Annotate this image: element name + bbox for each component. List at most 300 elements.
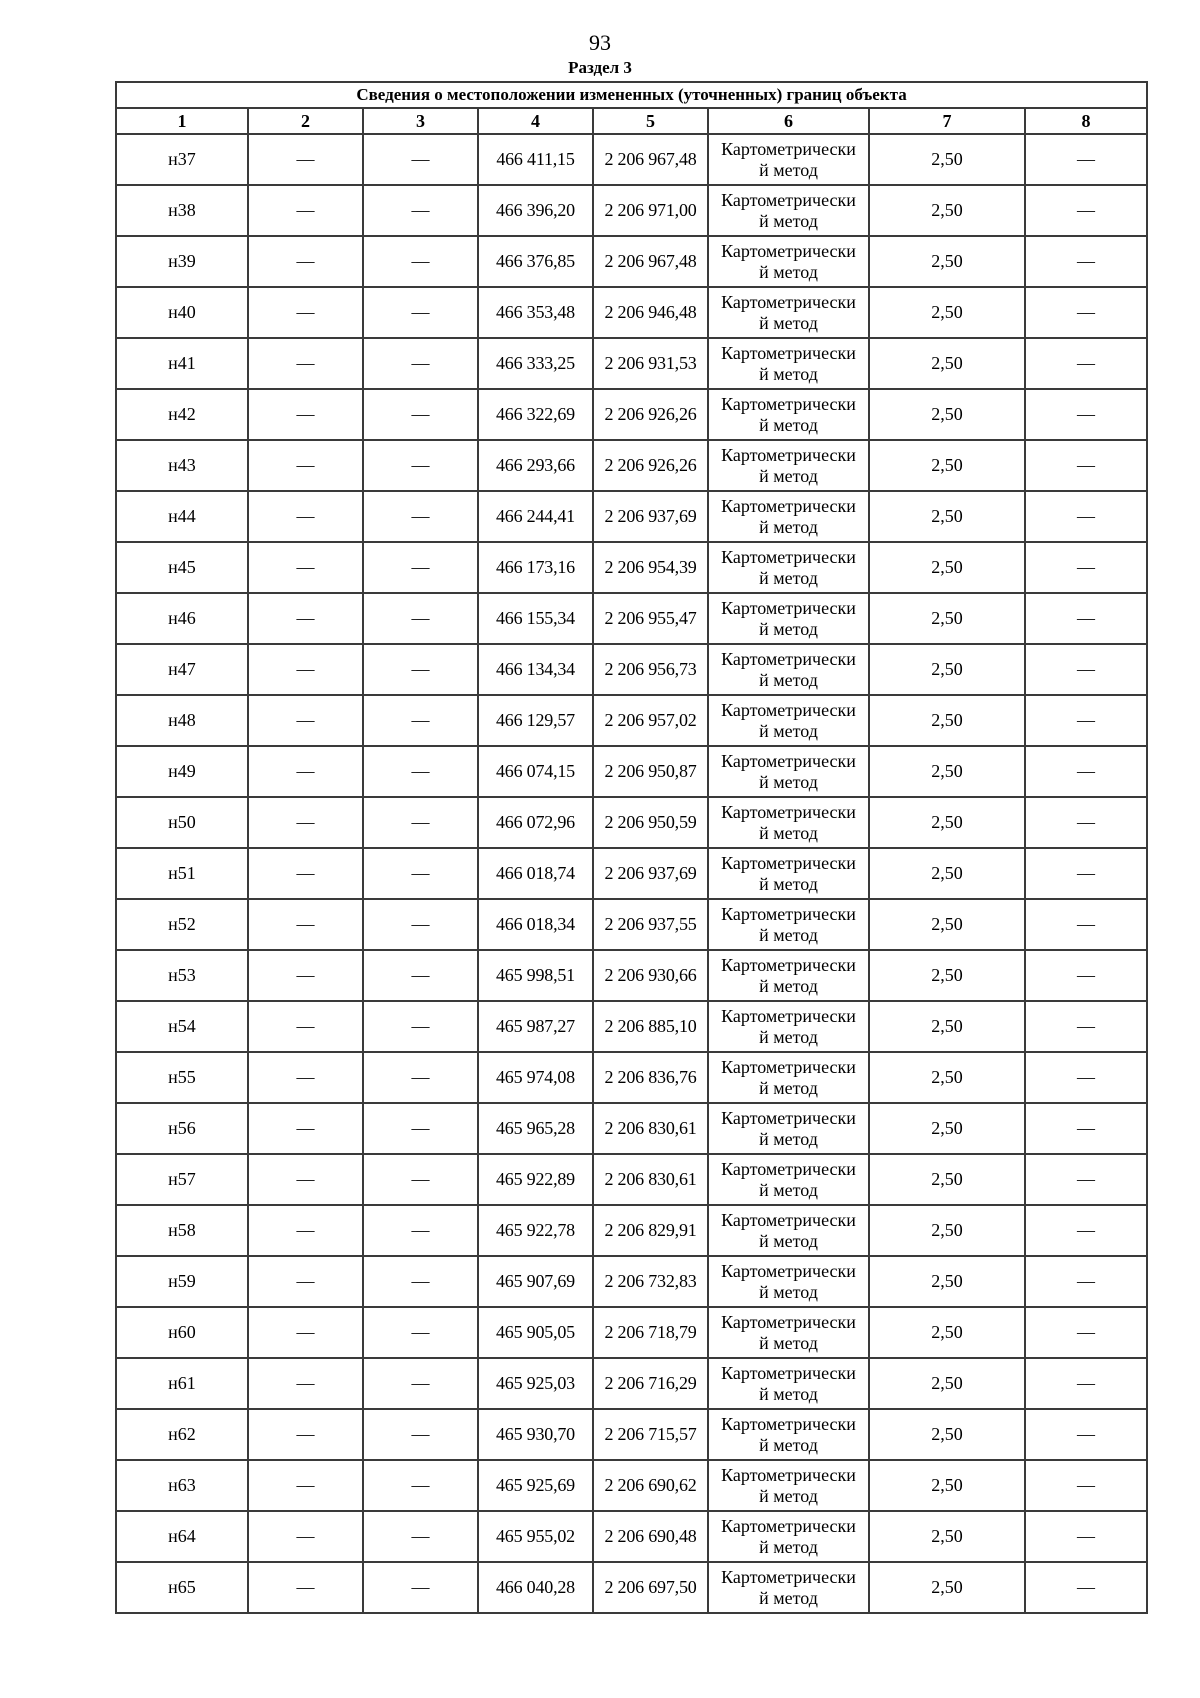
method-text-line-2: й метод bbox=[759, 261, 818, 282]
method-text-line-2: й метод bbox=[759, 618, 818, 639]
table-row bbox=[116, 287, 1147, 338]
column-header: 2 bbox=[248, 108, 363, 134]
column-2-cell: — bbox=[248, 389, 363, 440]
column-3-cell: — bbox=[363, 440, 478, 491]
column-8-cell: — bbox=[1025, 338, 1147, 389]
method-text-line-2: й метод bbox=[759, 1383, 818, 1404]
point-name-cell: н42 bbox=[116, 389, 248, 440]
y-coordinate-cell: 2 206 715,57 bbox=[593, 1409, 708, 1460]
method-text-line-2: й метод bbox=[759, 720, 818, 741]
column-8-cell: — bbox=[1025, 1205, 1147, 1256]
method-text-line-2: й метод bbox=[759, 1587, 818, 1608]
table-row bbox=[116, 236, 1147, 287]
method-cell bbox=[708, 1001, 869, 1052]
y-coordinate-cell: 2 206 885,10 bbox=[593, 1001, 708, 1052]
method-text-line-2: й метод bbox=[759, 363, 818, 384]
method-cell bbox=[708, 338, 869, 389]
y-coordinate-cell: 2 206 931,53 bbox=[593, 338, 708, 389]
point-name-cell: н44 bbox=[116, 491, 248, 542]
point-name-cell: н53 bbox=[116, 950, 248, 1001]
column-3-cell: — bbox=[363, 1154, 478, 1205]
table-row bbox=[116, 1052, 1147, 1103]
accuracy-cell: 2,50 bbox=[869, 797, 1025, 848]
column-3-cell: — bbox=[363, 134, 478, 185]
column-2-cell: — bbox=[248, 950, 363, 1001]
table-row bbox=[116, 542, 1147, 593]
y-coordinate-cell: 2 206 967,48 bbox=[593, 236, 708, 287]
accuracy-cell: 2,50 bbox=[869, 746, 1025, 797]
method-text-line-2: й метод bbox=[759, 159, 818, 180]
column-3-cell: — bbox=[363, 950, 478, 1001]
point-name-cell: н51 bbox=[116, 848, 248, 899]
method-cell bbox=[708, 185, 869, 236]
method-cell bbox=[708, 1358, 869, 1409]
method-cell bbox=[708, 1052, 869, 1103]
column-8-cell: — bbox=[1025, 695, 1147, 746]
y-coordinate-cell: 2 206 955,47 bbox=[593, 593, 708, 644]
method-text-line-1: Картометрически bbox=[721, 1515, 856, 1536]
table-row bbox=[116, 695, 1147, 746]
method-text-line-2: й метод bbox=[759, 1485, 818, 1506]
method-cell bbox=[708, 1154, 869, 1205]
accuracy-cell: 2,50 bbox=[869, 185, 1025, 236]
column-8-cell: — bbox=[1025, 1103, 1147, 1154]
y-coordinate-cell: 2 206 690,48 bbox=[593, 1511, 708, 1562]
accuracy-cell: 2,50 bbox=[869, 1460, 1025, 1511]
coordinates-table bbox=[115, 81, 1148, 1614]
column-header: 5 bbox=[593, 108, 708, 134]
point-name-cell: н41 bbox=[116, 338, 248, 389]
column-2-cell: — bbox=[248, 338, 363, 389]
column-3-cell: — bbox=[363, 1562, 478, 1613]
table-row bbox=[116, 899, 1147, 950]
method-cell bbox=[708, 389, 869, 440]
column-8-cell: — bbox=[1025, 389, 1147, 440]
column-2-cell: — bbox=[248, 287, 363, 338]
column-header: 4 bbox=[478, 108, 593, 134]
column-8-cell: — bbox=[1025, 848, 1147, 899]
column-2-cell: — bbox=[248, 899, 363, 950]
y-coordinate-cell: 2 206 718,79 bbox=[593, 1307, 708, 1358]
method-text-line-1: Картометрически bbox=[721, 801, 856, 822]
y-coordinate-cell: 2 206 937,55 bbox=[593, 899, 708, 950]
accuracy-cell: 2,50 bbox=[869, 1052, 1025, 1103]
x-coordinate-cell: 466 293,66 bbox=[478, 440, 593, 491]
y-coordinate-cell: 2 206 946,48 bbox=[593, 287, 708, 338]
column-3-cell: — bbox=[363, 644, 478, 695]
column-header: 7 bbox=[869, 108, 1025, 134]
x-coordinate-cell: 466 040,28 bbox=[478, 1562, 593, 1613]
column-3-cell: — bbox=[363, 542, 478, 593]
point-name-cell: н63 bbox=[116, 1460, 248, 1511]
accuracy-cell: 2,50 bbox=[869, 695, 1025, 746]
column-2-cell: — bbox=[248, 1511, 363, 1562]
point-name-cell: н48 bbox=[116, 695, 248, 746]
y-coordinate-cell: 2 206 971,00 bbox=[593, 185, 708, 236]
table-row bbox=[116, 1562, 1147, 1613]
column-8-cell: — bbox=[1025, 287, 1147, 338]
column-8-cell: — bbox=[1025, 236, 1147, 287]
method-text-line-1: Картометрически bbox=[721, 597, 856, 618]
table-row bbox=[116, 389, 1147, 440]
method-text-line-2: й метод bbox=[759, 1077, 818, 1098]
column-8-cell: — bbox=[1025, 1256, 1147, 1307]
column-3-cell: — bbox=[363, 287, 478, 338]
method-text-line-1: Картометрически bbox=[721, 1260, 856, 1281]
column-3-cell: — bbox=[363, 899, 478, 950]
method-text-line-1: Картометрически bbox=[721, 1362, 856, 1383]
point-name-cell: н46 bbox=[116, 593, 248, 644]
table-row bbox=[116, 1307, 1147, 1358]
method-text-line-2: й метод bbox=[759, 1026, 818, 1047]
method-text-line-1: Картометрически bbox=[721, 954, 856, 975]
column-2-cell: — bbox=[248, 1562, 363, 1613]
method-text-line-2: й метод bbox=[759, 669, 818, 690]
table-row bbox=[116, 950, 1147, 1001]
method-text-line-1: Картометрически bbox=[721, 444, 856, 465]
method-cell bbox=[708, 236, 869, 287]
method-text-line-1: Картометрически bbox=[721, 1413, 856, 1434]
accuracy-cell: 2,50 bbox=[869, 542, 1025, 593]
point-name-cell: н61 bbox=[116, 1358, 248, 1409]
accuracy-cell: 2,50 bbox=[869, 1562, 1025, 1613]
table-row bbox=[116, 644, 1147, 695]
y-coordinate-cell: 2 206 950,87 bbox=[593, 746, 708, 797]
method-cell bbox=[708, 134, 869, 185]
column-3-cell: — bbox=[363, 1052, 478, 1103]
column-2-cell: — bbox=[248, 695, 363, 746]
x-coordinate-cell: 466 322,69 bbox=[478, 389, 593, 440]
point-name-cell: н58 bbox=[116, 1205, 248, 1256]
method-cell bbox=[708, 1562, 869, 1613]
method-cell bbox=[708, 1256, 869, 1307]
column-2-cell: — bbox=[248, 1154, 363, 1205]
column-2-cell: — bbox=[248, 1001, 363, 1052]
column-8-cell: — bbox=[1025, 134, 1147, 185]
point-name-cell: н47 bbox=[116, 644, 248, 695]
x-coordinate-cell: 465 998,51 bbox=[478, 950, 593, 1001]
method-text-line-2: й метод bbox=[759, 924, 818, 945]
accuracy-cell: 2,50 bbox=[869, 644, 1025, 695]
column-2-cell: — bbox=[248, 644, 363, 695]
column-2-cell: — bbox=[248, 1256, 363, 1307]
method-text-line-1: Картометрически bbox=[721, 1158, 856, 1179]
accuracy-cell: 2,50 bbox=[869, 1205, 1025, 1256]
point-name-cell: н55 bbox=[116, 1052, 248, 1103]
column-8-cell: — bbox=[1025, 1001, 1147, 1052]
point-name-cell: н59 bbox=[116, 1256, 248, 1307]
column-8-cell: — bbox=[1025, 1358, 1147, 1409]
column-2-cell: — bbox=[248, 236, 363, 287]
accuracy-cell: 2,50 bbox=[869, 1358, 1025, 1409]
x-coordinate-cell: 465 955,02 bbox=[478, 1511, 593, 1562]
y-coordinate-cell: 2 206 830,61 bbox=[593, 1103, 708, 1154]
x-coordinate-cell: 466 411,15 bbox=[478, 134, 593, 185]
y-coordinate-cell: 2 206 930,66 bbox=[593, 950, 708, 1001]
column-8-cell: — bbox=[1025, 185, 1147, 236]
column-header: 8 bbox=[1025, 108, 1147, 134]
table-row bbox=[116, 1460, 1147, 1511]
column-2-cell: — bbox=[248, 1307, 363, 1358]
method-cell bbox=[708, 440, 869, 491]
method-cell bbox=[708, 848, 869, 899]
column-2-cell: — bbox=[248, 848, 363, 899]
method-cell bbox=[708, 1103, 869, 1154]
y-coordinate-cell: 2 206 937,69 bbox=[593, 491, 708, 542]
point-name-cell: н62 bbox=[116, 1409, 248, 1460]
column-8-cell: — bbox=[1025, 491, 1147, 542]
point-name-cell: н65 bbox=[116, 1562, 248, 1613]
point-name-cell: н45 bbox=[116, 542, 248, 593]
method-text-line-2: й метод bbox=[759, 312, 818, 333]
x-coordinate-cell: 465 922,89 bbox=[478, 1154, 593, 1205]
table-row bbox=[116, 1358, 1147, 1409]
accuracy-cell: 2,50 bbox=[869, 899, 1025, 950]
table-body bbox=[116, 134, 1147, 1613]
x-coordinate-cell: 465 925,03 bbox=[478, 1358, 593, 1409]
point-name-cell: н60 bbox=[116, 1307, 248, 1358]
method-cell bbox=[708, 1409, 869, 1460]
method-text-line-2: й метод bbox=[759, 465, 818, 486]
point-name-cell: н49 bbox=[116, 746, 248, 797]
y-coordinate-cell: 2 206 954,39 bbox=[593, 542, 708, 593]
x-coordinate-cell: 465 987,27 bbox=[478, 1001, 593, 1052]
column-3-cell: — bbox=[363, 389, 478, 440]
column-3-cell: — bbox=[363, 848, 478, 899]
method-text-line-1: Картометрически bbox=[721, 546, 856, 567]
table-row bbox=[116, 491, 1147, 542]
x-coordinate-cell: 466 333,25 bbox=[478, 338, 593, 389]
method-text-line-1: Картометрически bbox=[721, 495, 856, 516]
method-cell bbox=[708, 695, 869, 746]
method-cell bbox=[708, 1307, 869, 1358]
table-row bbox=[116, 185, 1147, 236]
column-3-cell: — bbox=[363, 593, 478, 644]
x-coordinate-cell: 465 905,05 bbox=[478, 1307, 593, 1358]
column-8-cell: — bbox=[1025, 644, 1147, 695]
column-3-cell: — bbox=[363, 1358, 478, 1409]
accuracy-cell: 2,50 bbox=[869, 950, 1025, 1001]
accuracy-cell: 2,50 bbox=[869, 491, 1025, 542]
method-text-line-1: Картометрически bbox=[721, 138, 856, 159]
accuracy-cell: 2,50 bbox=[869, 134, 1025, 185]
column-8-cell: — bbox=[1025, 1409, 1147, 1460]
x-coordinate-cell: 465 930,70 bbox=[478, 1409, 593, 1460]
point-name-cell: н37 bbox=[116, 134, 248, 185]
method-text-line-2: й метод bbox=[759, 516, 818, 537]
point-name-cell: н43 bbox=[116, 440, 248, 491]
method-cell bbox=[708, 644, 869, 695]
column-8-cell: — bbox=[1025, 1511, 1147, 1562]
section-title: Раздел 3 bbox=[568, 58, 632, 77]
method-text-line-1: Картометрически bbox=[721, 852, 856, 873]
accuracy-cell: 2,50 bbox=[869, 1154, 1025, 1205]
y-coordinate-cell: 2 206 836,76 bbox=[593, 1052, 708, 1103]
method-cell bbox=[708, 1511, 869, 1562]
x-coordinate-cell: 465 922,78 bbox=[478, 1205, 593, 1256]
column-header: 1 bbox=[116, 108, 248, 134]
column-8-cell: — bbox=[1025, 440, 1147, 491]
point-name-cell: н54 bbox=[116, 1001, 248, 1052]
table-row bbox=[116, 746, 1147, 797]
method-text-line-1: Картометрически bbox=[721, 699, 856, 720]
y-coordinate-cell: 2 206 926,26 bbox=[593, 389, 708, 440]
column-8-cell: — bbox=[1025, 899, 1147, 950]
accuracy-cell: 2,50 bbox=[869, 593, 1025, 644]
y-coordinate-cell: 2 206 926,26 bbox=[593, 440, 708, 491]
method-cell bbox=[708, 593, 869, 644]
method-text-line-2: й метод bbox=[759, 975, 818, 996]
column-3-cell: — bbox=[363, 1460, 478, 1511]
column-2-cell: — bbox=[248, 797, 363, 848]
y-coordinate-cell: 2 206 830,61 bbox=[593, 1154, 708, 1205]
method-cell bbox=[708, 797, 869, 848]
accuracy-cell: 2,50 bbox=[869, 338, 1025, 389]
table-row bbox=[116, 1511, 1147, 1562]
table-row bbox=[116, 848, 1147, 899]
x-coordinate-cell: 466 018,34 bbox=[478, 899, 593, 950]
x-coordinate-cell: 466 129,57 bbox=[478, 695, 593, 746]
column-8-cell: — bbox=[1025, 1307, 1147, 1358]
column-3-cell: — bbox=[363, 746, 478, 797]
x-coordinate-cell: 465 974,08 bbox=[478, 1052, 593, 1103]
table-row bbox=[116, 134, 1147, 185]
x-coordinate-cell: 466 018,74 bbox=[478, 848, 593, 899]
method-text-line-1: Картометрически bbox=[721, 342, 856, 363]
method-text-line-2: й метод bbox=[759, 1179, 818, 1200]
column-2-cell: — bbox=[248, 1103, 363, 1154]
point-name-cell: н64 bbox=[116, 1511, 248, 1562]
x-coordinate-cell: 466 074,15 bbox=[478, 746, 593, 797]
method-text-line-1: Картометрически bbox=[721, 240, 856, 261]
accuracy-cell: 2,50 bbox=[869, 440, 1025, 491]
accuracy-cell: 2,50 bbox=[869, 1511, 1025, 1562]
method-text-line-1: Картометрически bbox=[721, 1311, 856, 1332]
method-text-line-2: й метод bbox=[759, 771, 818, 792]
method-text-line-2: й метод bbox=[759, 1434, 818, 1455]
method-cell bbox=[708, 542, 869, 593]
x-coordinate-cell: 466 155,34 bbox=[478, 593, 593, 644]
method-text-line-1: Картометрически bbox=[721, 189, 856, 210]
method-text-line-1: Картометрически bbox=[721, 750, 856, 771]
column-8-cell: — bbox=[1025, 950, 1147, 1001]
y-coordinate-cell: 2 206 957,02 bbox=[593, 695, 708, 746]
method-text-line-2: й метод bbox=[759, 1281, 818, 1302]
y-coordinate-cell: 2 206 690,62 bbox=[593, 1460, 708, 1511]
column-8-cell: — bbox=[1025, 797, 1147, 848]
x-coordinate-cell: 465 907,69 bbox=[478, 1256, 593, 1307]
column-3-cell: — bbox=[363, 338, 478, 389]
y-coordinate-cell: 2 206 967,48 bbox=[593, 134, 708, 185]
accuracy-cell: 2,50 bbox=[869, 1001, 1025, 1052]
column-2-cell: — bbox=[248, 1358, 363, 1409]
point-name-cell: н38 bbox=[116, 185, 248, 236]
column-3-cell: — bbox=[363, 797, 478, 848]
accuracy-cell: 2,50 bbox=[869, 389, 1025, 440]
column-2-cell: — bbox=[248, 1460, 363, 1511]
column-2-cell: — bbox=[248, 746, 363, 797]
x-coordinate-cell: 466 134,34 bbox=[478, 644, 593, 695]
table-row bbox=[116, 1409, 1147, 1460]
method-text-line-1: Картометрически bbox=[721, 1464, 856, 1485]
x-coordinate-cell: 466 173,16 bbox=[478, 542, 593, 593]
accuracy-cell: 2,50 bbox=[869, 848, 1025, 899]
column-3-cell: — bbox=[363, 1205, 478, 1256]
column-3-cell: — bbox=[363, 1307, 478, 1358]
column-2-cell: — bbox=[248, 1052, 363, 1103]
method-text-line-1: Картометрически bbox=[721, 648, 856, 669]
point-name-cell: н50 bbox=[116, 797, 248, 848]
column-8-cell: — bbox=[1025, 1052, 1147, 1103]
accuracy-cell: 2,50 bbox=[869, 236, 1025, 287]
x-coordinate-cell: 465 965,28 bbox=[478, 1103, 593, 1154]
x-coordinate-cell: 466 072,96 bbox=[478, 797, 593, 848]
method-text-line-1: Картометрически bbox=[721, 1209, 856, 1230]
method-text-line-2: й метод bbox=[759, 567, 818, 588]
method-text-line-1: Картометрически bbox=[721, 903, 856, 924]
method-text-line-1: Картометрически bbox=[721, 1107, 856, 1128]
method-text-line-2: й метод bbox=[759, 873, 818, 894]
table-row bbox=[116, 338, 1147, 389]
method-text-line-2: й метод bbox=[759, 822, 818, 843]
y-coordinate-cell: 2 206 950,59 bbox=[593, 797, 708, 848]
column-3-cell: — bbox=[363, 185, 478, 236]
table-row bbox=[116, 440, 1147, 491]
table-header-row bbox=[116, 108, 1147, 134]
point-name-cell: н56 bbox=[116, 1103, 248, 1154]
column-2-cell: — bbox=[248, 491, 363, 542]
column-2-cell: — bbox=[248, 440, 363, 491]
column-2-cell: — bbox=[248, 134, 363, 185]
table-row bbox=[116, 797, 1147, 848]
method-text-line-2: й метод bbox=[759, 1332, 818, 1353]
method-text-line-1: Картометрически bbox=[721, 1566, 856, 1587]
y-coordinate-cell: 2 206 716,29 bbox=[593, 1358, 708, 1409]
point-name-cell: н40 bbox=[116, 287, 248, 338]
table-caption-row bbox=[116, 82, 1147, 108]
column-3-cell: — bbox=[363, 695, 478, 746]
y-coordinate-cell: 2 206 697,50 bbox=[593, 1562, 708, 1613]
column-3-cell: — bbox=[363, 1103, 478, 1154]
y-coordinate-cell: 2 206 956,73 bbox=[593, 644, 708, 695]
method-text-line-2: й метод bbox=[759, 210, 818, 231]
y-coordinate-cell: 2 206 829,91 bbox=[593, 1205, 708, 1256]
table-row bbox=[116, 1001, 1147, 1052]
method-cell bbox=[708, 491, 869, 542]
x-coordinate-cell: 466 396,20 bbox=[478, 185, 593, 236]
method-text-line-1: Картометрически bbox=[721, 291, 856, 312]
column-8-cell: — bbox=[1025, 1460, 1147, 1511]
table-row bbox=[116, 1205, 1147, 1256]
column-3-cell: — bbox=[363, 491, 478, 542]
column-3-cell: — bbox=[363, 1001, 478, 1052]
y-coordinate-cell: 2 206 732,83 bbox=[593, 1256, 708, 1307]
accuracy-cell: 2,50 bbox=[869, 1307, 1025, 1358]
column-8-cell: — bbox=[1025, 593, 1147, 644]
method-text-line-1: Картометрически bbox=[721, 1056, 856, 1077]
point-name-cell: н57 bbox=[116, 1154, 248, 1205]
column-3-cell: — bbox=[363, 1409, 478, 1460]
accuracy-cell: 2,50 bbox=[869, 287, 1025, 338]
method-cell bbox=[708, 287, 869, 338]
x-coordinate-cell: 466 353,48 bbox=[478, 287, 593, 338]
point-name-cell: н39 bbox=[116, 236, 248, 287]
method-text-line-1: Картометрически bbox=[721, 1005, 856, 1026]
method-cell bbox=[708, 746, 869, 797]
y-coordinate-cell: 2 206 937,69 bbox=[593, 848, 708, 899]
table-row bbox=[116, 1103, 1147, 1154]
method-text-line-2: й метод bbox=[759, 1230, 818, 1251]
